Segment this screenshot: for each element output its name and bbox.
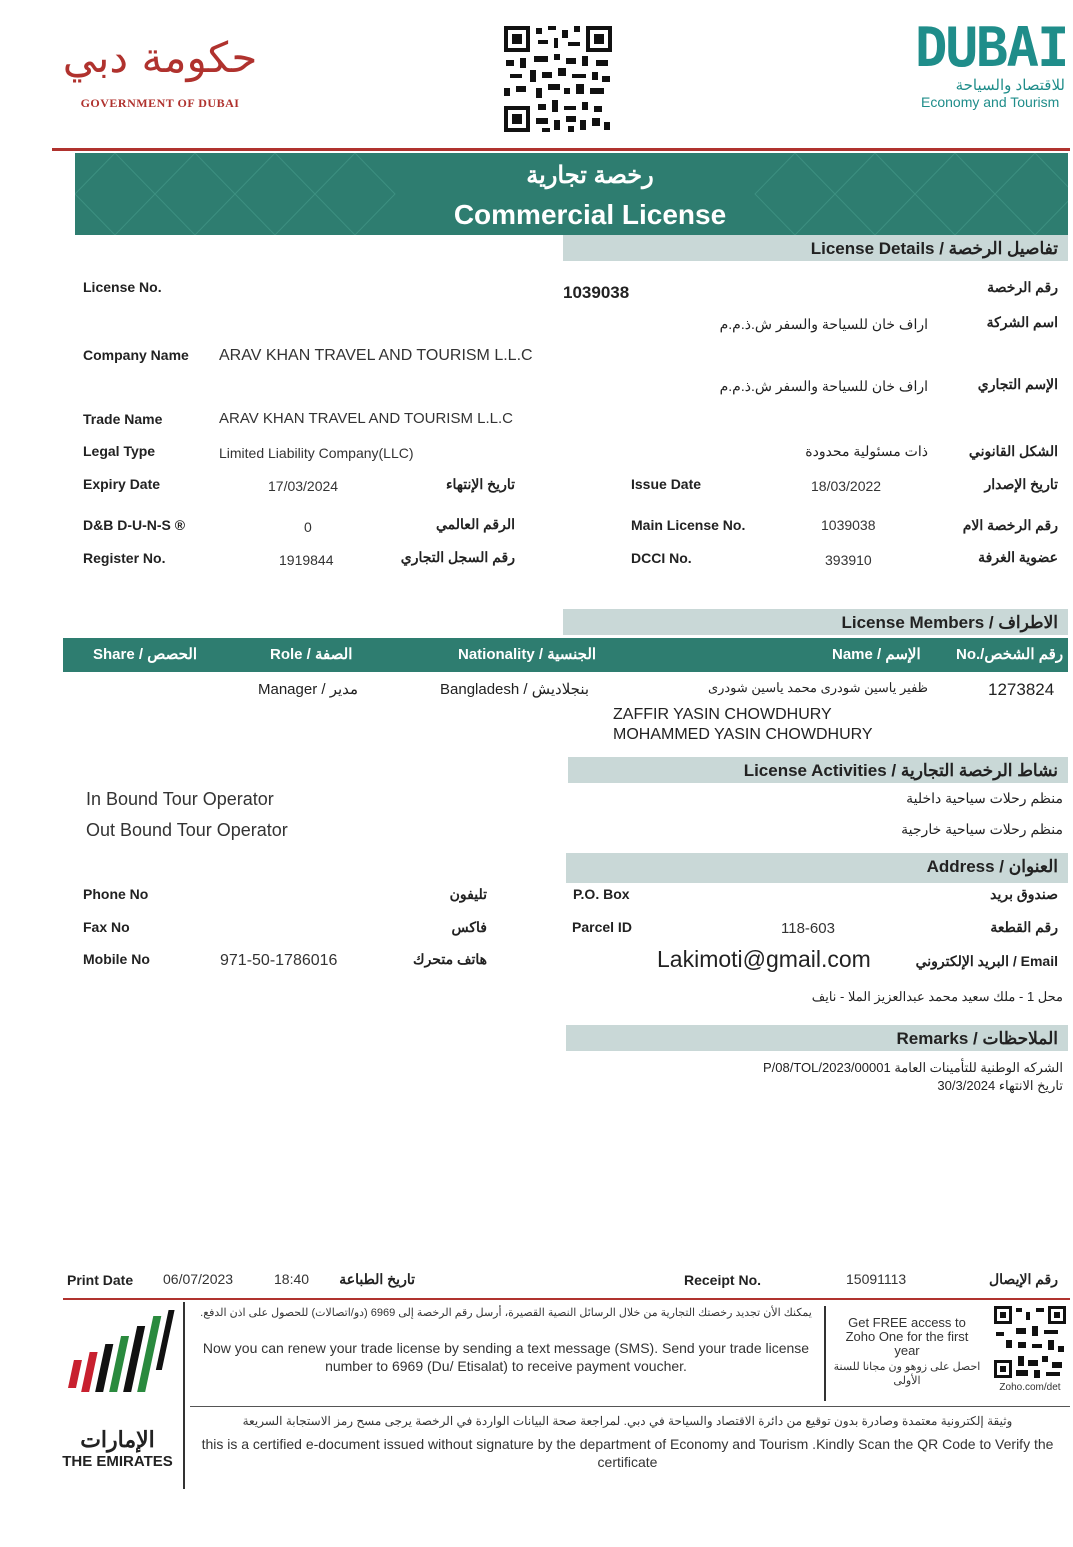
receipt-no-label: Receipt No. — [684, 1272, 762, 1288]
receipt-no-ar-label: رقم الإيصال — [988, 1271, 1058, 1287]
footer-red-rule — [63, 1298, 1070, 1300]
activity-en-1: In Bound Tour Operator — [86, 789, 274, 809]
license-no-ar-label: رقم الرخصة — [987, 279, 1058, 295]
banner-title-arabic: رخصة تجارية — [526, 162, 654, 189]
print-time-value: 18:40 — [274, 1271, 310, 1287]
legal-type-ar-label: الشكل القانوني — [968, 443, 1058, 459]
col-role: Role / الصفة — [270, 646, 353, 663]
parcel-id-ar-label: رقم القطعة — [990, 919, 1058, 935]
fax-label: Fax No — [83, 919, 130, 935]
zoho-box[interactable] — [824, 1306, 1071, 1401]
activity-ar-2: منظم رحلات سياحية خارجية — [901, 821, 1063, 837]
dubai-economy-tourism-logo — [915, 16, 1073, 125]
remarks-line-2: تاريخ الانتهاء 30/3/2024 — [937, 1078, 1063, 1093]
remarks-section-header — [566, 1025, 1068, 1051]
det-arabic-text: للاقتصاد والسياحة — [955, 77, 1065, 94]
col-name: Name / الإسم — [832, 646, 921, 663]
gov-arabic-logo-text: حكومة دبي — [62, 33, 258, 82]
emirates-flag-stripes-icon — [55, 1308, 180, 1418]
mobile-label: Mobile No — [83, 951, 150, 967]
footer-horizontal-rule — [190, 1406, 1070, 1407]
duns-label: D&B D-U-N-S ® — [83, 517, 186, 533]
mobile-ar-label: هاتف متحرك — [413, 951, 487, 967]
the-emirates-logo — [55, 1308, 180, 1478]
verification-qr-code[interactable] — [502, 24, 614, 134]
address-section-header — [566, 853, 1068, 883]
main-license-ar-label: رقم الرخصة الام — [962, 517, 1058, 533]
legal-type-ar-value: ذات مسئولية محدودة — [805, 443, 928, 459]
issue-date-ar-label: تاريخ الإصدار — [984, 476, 1058, 492]
col-person-no: No./رقم الشخص — [956, 646, 1064, 663]
print-date-label: Print Date — [67, 1272, 134, 1288]
member-name-en-2: MOHAMMED YASIN CHOWDHURY — [613, 726, 873, 743]
license-details-section-header — [563, 235, 1068, 261]
dcci-no-value: 393910 — [825, 552, 872, 568]
address-title: Address / العنوان — [926, 857, 1058, 876]
expiry-date-value: 17/03/2024 — [268, 478, 339, 494]
dcci-no-label: DCCI No. — [631, 550, 692, 566]
remarks-title: Remarks / الملاحظات — [896, 1029, 1058, 1048]
main-license-value: 1039038 — [821, 517, 876, 533]
member-name-en-1: ZAFFIR YASIN CHOWDHURY — [613, 706, 832, 723]
company-name-ar-value: اراف خان للسياحة والسفر ش.ذ.م.م — [719, 316, 928, 332]
duns-value: 0 — [304, 519, 312, 535]
license-details-title: License Details / تفاصيل الرخصة — [810, 239, 1058, 258]
footer-vertical-divider — [183, 1302, 185, 1489]
duns-ar-label: الرقم العالمي — [436, 516, 515, 532]
license-activities-section-header — [568, 757, 1068, 783]
zoho-promo-ar: احصل على زوهو ون مجانا للسنة الأولى — [833, 1361, 981, 1387]
zoho-qr-code[interactable] — [994, 1306, 1066, 1378]
email-label: Email / البريد الإلكتروني — [915, 953, 1058, 969]
header-red-rule — [52, 148, 1070, 151]
remarks-line-1: الشركه الوطنية للتأمينات العامة P/08/TOL/2023/00001 — [763, 1060, 1063, 1075]
fax-ar-label: فاكس — [451, 919, 487, 935]
certified-notice-ar: وثيقة إلكترونية معتمدة وصادرة بدون توقيع من دائرة الاقتصاد والسياحة في دبي. لمراجعة صحة البيانات الواردة في الرخصة يرجى مسح رمز الاستجابة السريعة — [242, 1414, 1013, 1428]
print-date-ar-label: تاريخ الطباعة — [339, 1271, 415, 1287]
trade-name-ar-label: الإسم التجاري — [977, 376, 1058, 392]
expiry-date-label: Expiry Date — [83, 476, 161, 492]
member-role: Manager / مدير — [258, 681, 359, 698]
license-no-label: License No. — [83, 279, 162, 295]
phone-label: Phone No — [83, 886, 149, 902]
receipt-no-value: 15091113 — [846, 1271, 907, 1287]
emirates-arabic-text: الإمارات — [80, 1427, 155, 1452]
legal-type-label: Legal Type — [83, 443, 156, 459]
main-license-label: Main License No. — [631, 517, 746, 533]
activity-ar-1: منظم رحلات سياحية داخلية — [906, 790, 1063, 806]
zoho-promo-en: Get FREE access to Zoho One for the first year — [845, 1315, 969, 1358]
col-nationality: Nationality / الجنسية — [458, 646, 597, 663]
activity-en-2: Out Bound Tour Operator — [86, 820, 288, 840]
sms-notice-ar: يمكنك الأن تجديد رخصتك التجارية من خلال الرسائل النصية القصيرة، أرسل رقم الرخصة إلى 6969 (دو/اتصالات) للحصول على اذن الدفع. — [200, 1307, 812, 1319]
po-box-label: P.O. Box — [573, 886, 630, 902]
gov-english-text: GOVERNMENT OF DUBAI — [80, 96, 240, 110]
license-no-value: 1039038 — [563, 283, 630, 302]
commercial-license-banner — [75, 153, 1068, 235]
company-name-value: ARAV KHAN TRAVEL AND TOURISM L.L.C — [219, 347, 533, 364]
print-date-value: 06/07/2023 — [163, 1271, 234, 1287]
phone-ar-label: تليفون — [449, 886, 487, 902]
expiry-date-ar-label: تاريخ الإنتهاء — [445, 476, 515, 492]
legal-type-value: Limited Liability Company(LLC) — [219, 445, 414, 461]
license-members-title: License Members / الاطراف — [841, 613, 1058, 632]
member-name-ar: ظفير ياسين شودرى محمد ياسين شودرى — [707, 680, 928, 695]
member-nationality: Bangladesh / بنجلاديش — [440, 681, 590, 698]
parcel-id-value: 118-603 — [781, 920, 835, 937]
det-english-text: Economy and Tourism — [921, 94, 1060, 110]
col-share: Share / الحصص — [93, 646, 198, 663]
trade-name-ar-value: اراف خان للسياحة والسفر ش.ذ.م.م — [719, 378, 928, 394]
members-table-header — [63, 638, 1068, 672]
banner-title-english: Commercial License — [453, 199, 727, 230]
member-person-no: 1273824 — [988, 680, 1055, 699]
register-no-label: Register No. — [83, 550, 166, 566]
register-no-ar-label: رقم السجل التجاري — [400, 549, 515, 565]
issue-date-value: 18/03/2022 — [811, 478, 882, 494]
dcci-no-ar-label: عضوية الغرفة — [978, 549, 1058, 565]
sms-notice-en: Now you can renew your trade license by sending a text message (SMS). Send your trade license number to 6969 (Du/ Etisalat) to receive payment voucher. — [202, 1340, 810, 1374]
license-members-section-header — [563, 609, 1068, 635]
parcel-id-label: Parcel ID — [572, 919, 632, 935]
po-box-ar-label: صندوق بريد — [990, 886, 1058, 902]
license-activities-title: License Activities / نشاط الرخصة التجارية — [743, 761, 1058, 780]
government-of-dubai-logo — [60, 30, 260, 120]
zoho-url[interactable]: Zoho.com/det — [999, 1382, 1061, 1393]
certified-notice-en: this is a certified e-document issued without signature by the department of Economy and Tourism .Kindly Scan the QR Code to Verify the certificate — [201, 1436, 1054, 1470]
emirates-english-text: THE EMIRATES — [62, 1453, 173, 1470]
location-ar: محل 1 - ملك سعيد محمد عبدالعزيز الملا - نايف — [811, 989, 1063, 1004]
register-no-value: 1919844 — [279, 552, 334, 568]
mobile-value: 971-50-1786016 — [220, 952, 338, 969]
company-name-ar-label: اسم الشركة — [986, 314, 1058, 330]
company-name-label: Company Name — [83, 347, 189, 363]
trade-name-label: Trade Name — [83, 411, 163, 427]
dubai-logo-text: DUBAI — [915, 16, 1068, 79]
trade-name-value: ARAV KHAN TRAVEL AND TOURISM L.L.C — [219, 410, 513, 427]
email-value[interactable]: Lakimoti@gmail.com — [657, 946, 871, 972]
issue-date-label: Issue Date — [631, 476, 702, 492]
